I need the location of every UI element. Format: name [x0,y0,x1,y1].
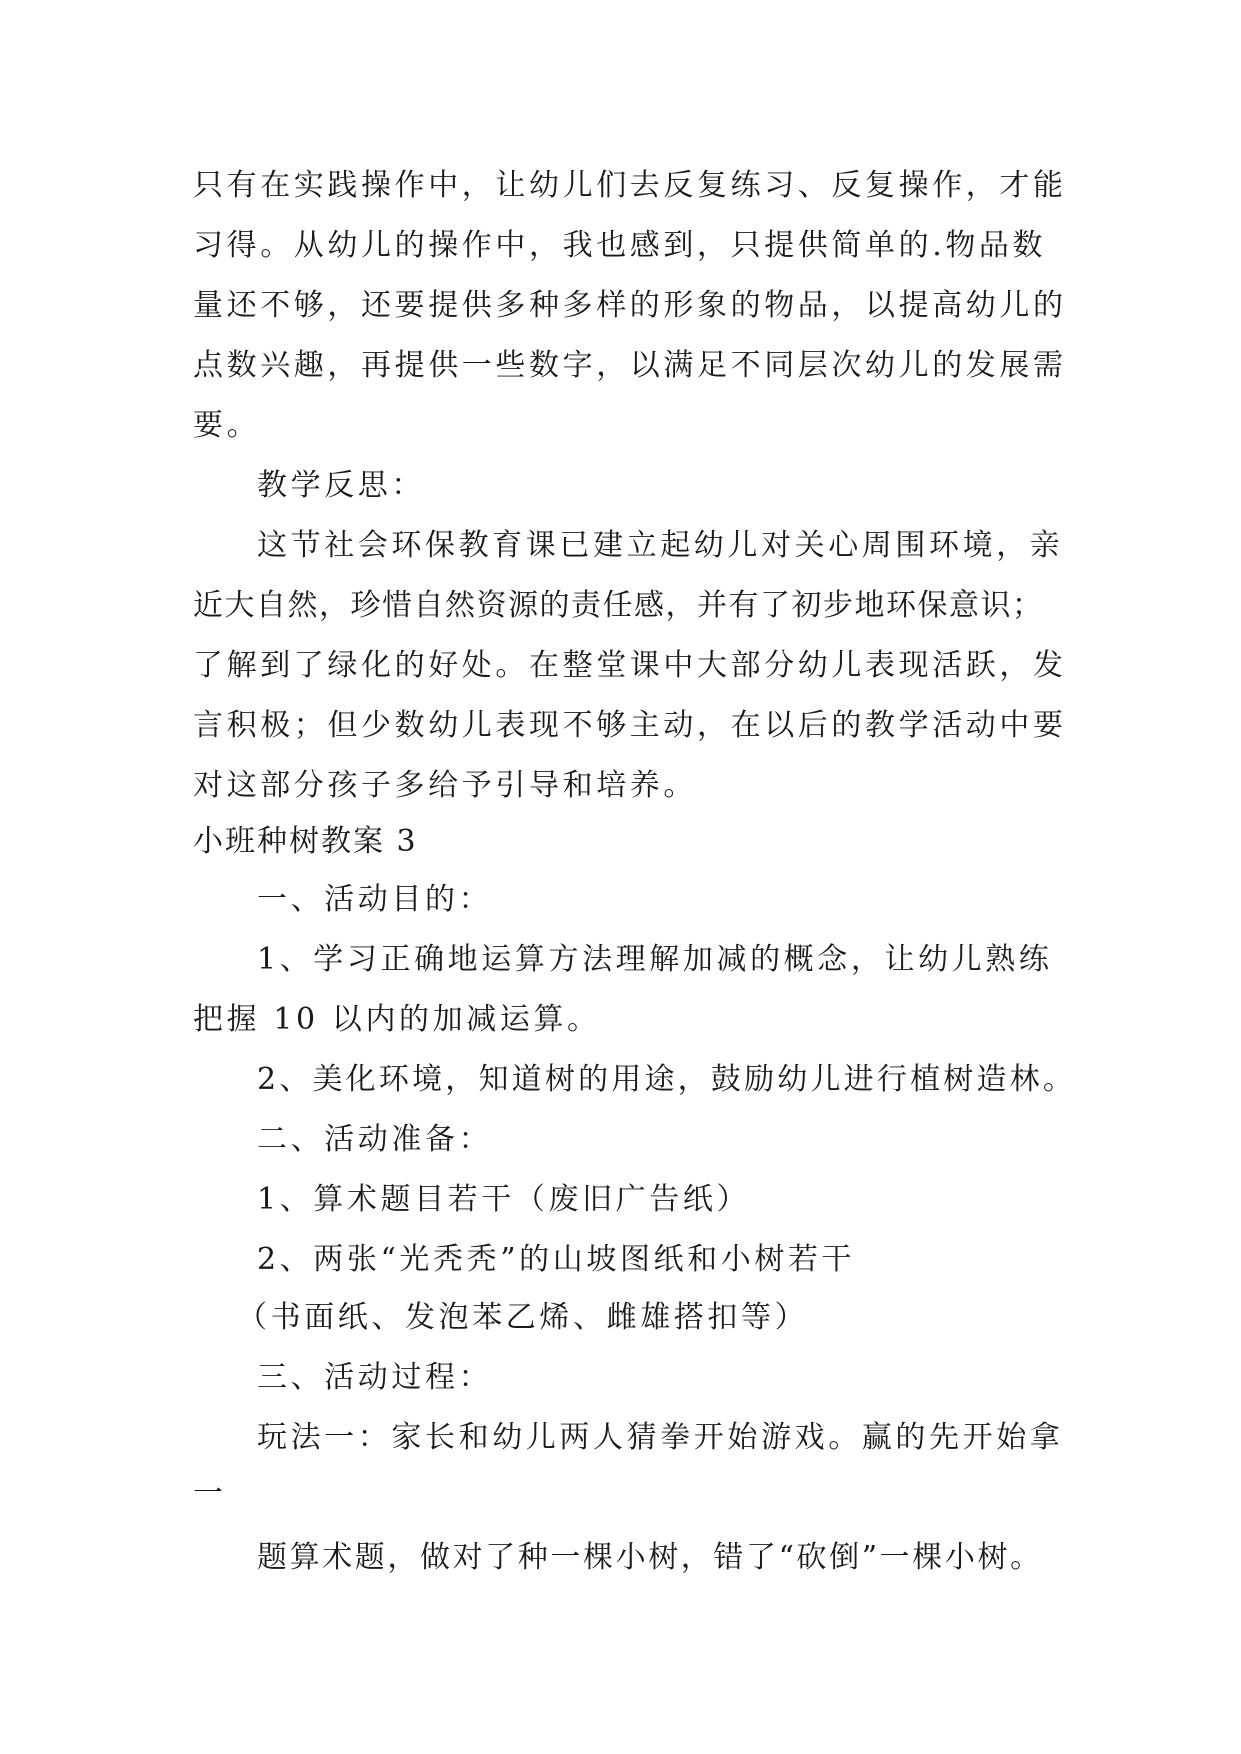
paragraph-line: 近大自然，珍惜自然资源的责任感，并有了初步地环保意识； [193,588,1044,623]
section-heading: 教学反思： [257,468,425,503]
paragraph-line: 点数兴趣，再提供一些数字，以满足不同层次幼儿的发展需 [193,348,1067,383]
paragraph-line: 1、学习正确地运算方法理解加减的概念，让幼儿熟练 [257,942,1053,977]
section-heading: 三、活动过程： [257,1360,493,1395]
paragraph-line: 2、两张“光秃秃”的山坡图纸和小树若干 [257,1242,856,1277]
paragraph-line: 玩法一：家长和幼儿两人猜拳开始游戏。赢的先开始拿 [257,1420,1064,1455]
section-heading: 二、活动准备： [257,1122,493,1157]
document-title: 小班种树教案 3 [193,824,418,859]
paragraph-line: 题算术题，做对了种一棵小树，错了“砍倒”一棵小树。 [257,1540,1043,1575]
paragraph-line: 对这部分孩子多给予引导和培养。 [193,768,697,803]
paragraph-line: 习得。从幼儿的操作中，我也感到，只提供简单的.物品数 [193,228,1047,263]
paragraph-line: 只有在实践操作中，让幼儿们去反复练习、反复操作，才能 [193,168,1067,203]
paragraph-line: 2、美化环境，知道树的用途，鼓励幼儿进行植树造林。 [257,1062,1077,1097]
paragraph-line: 1、算术题目若干（废旧广告纸） [257,1182,751,1217]
paragraph-line: 了解到了绿化的好处。在整堂课中大部分幼儿表现活跃，发 [193,648,1067,683]
paragraph-line: 量还不够，还要提供多种多样的形象的物品，以提高幼儿的 [193,288,1067,323]
paragraph-line: 言积极；但少数幼儿表现不够主动，在以后的教学活动中要 [193,708,1067,743]
paragraph-line: 要。 [193,408,261,443]
paragraph-line: 这节社会环保教育课已建立起幼儿对关心周围环境，亲 [257,528,1064,563]
paragraph-line: （书面纸、发泡苯乙烯、雌雄搭扣等） [237,1300,809,1335]
paragraph-line: 一 [193,1476,227,1511]
section-heading: 一、活动目的： [257,882,493,917]
paragraph-line: 把握 10 以内的加减运算。 [193,1002,601,1037]
